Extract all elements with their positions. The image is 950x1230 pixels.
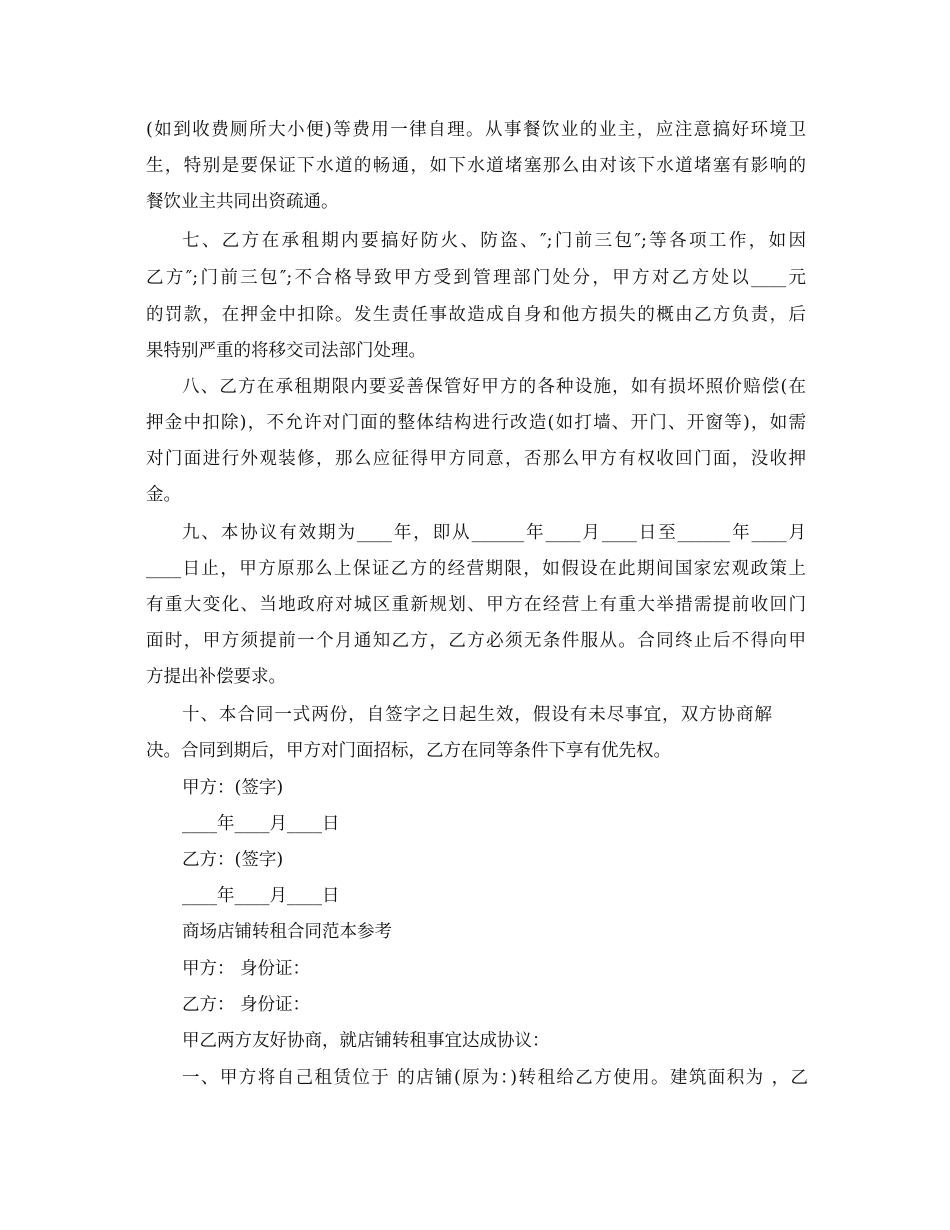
clause-1-line: 一、甲方将自己租赁位于 的店铺(原为：)转租给乙方使用。建筑面积为 ，乙	[182, 1068, 808, 1088]
text-line: ____日止，甲方原那么上保证乙方的经营期限，如假设在此期间国家宏观政策上	[146, 559, 806, 579]
text-line: 押金中扣除)，不允许对门面的整体结构进行改造(如打墙、开门、开窗等)，如需	[146, 413, 806, 433]
text-line: 有重大变化、当地政府对城区重新规划、甲方在经营上有重大举措需提前收回门	[146, 595, 806, 615]
party-a-signature: 甲方：(签字)	[182, 778, 284, 798]
text-line: 的罚款，在押金中扣除。发生责任事故造成自身和他方损失的概由乙方负责，后	[146, 305, 806, 325]
clause-9-line: 九、本协议有效期为____年，即从______年____月____日至______年____月	[182, 523, 806, 543]
text-line: 方提出补偿要求。	[146, 667, 286, 687]
party-b-signature: 乙方：(签字)	[182, 850, 284, 870]
text-line: 乙方″;门前三包″;不合格导致甲方受到管理部门处分，甲方对乙方处以____元	[146, 268, 806, 288]
text-line: 甲乙两方友好协商，就店铺转租事宜达成协议：	[182, 1031, 550, 1051]
text-line: 金。	[146, 485, 181, 505]
party-a-date: ____年____月____日	[182, 814, 340, 834]
text-line: (如到收费厕所大小便)等费用一律自理。从事餐饮业的业主，应注意搞好环境卫	[146, 120, 806, 140]
text-line: 餐饮业主共同出资疏通。	[146, 192, 339, 212]
text-line: 决。合同到期后，甲方对门面招标，乙方在同等条件下享有优先权。	[146, 741, 671, 761]
party-b-date: ____年____月____日	[182, 886, 340, 906]
clause-8-line: 八、乙方在承租期限内要妥善保管好甲方的各种设施，如有损坏照价赔偿(在	[182, 377, 806, 397]
party-b-id: 乙方： 身份证：	[182, 995, 311, 1015]
text-line: 生，特别是要保证下水道的畅通，如下水道堵塞那么由对该下水道堵塞有影响的	[146, 156, 806, 176]
text-line: 面时，甲方须提前一个月通知乙方，乙方必须无条件服从。合同终止后不得向甲	[146, 631, 806, 651]
section-title: 商场店铺转租合同范本参考	[182, 922, 392, 942]
text-line: 对门面进行外观装修，那么应征得甲方同意，否那么甲方有权收回门面，没收押	[146, 449, 806, 469]
party-a-id: 甲方： 身份证：	[182, 959, 311, 979]
clause-7-line: 七、乙方在承租期内要搞好防火、防盗、″;门前三包″;等各项工作，如因	[182, 231, 806, 251]
clause-10-line: 十、本合同一式两份，自签字之日起生效，假设有未尽事宜，双方协商解	[182, 705, 772, 725]
text-line: 果特别严重的将移交司法部门处理。	[146, 341, 426, 361]
